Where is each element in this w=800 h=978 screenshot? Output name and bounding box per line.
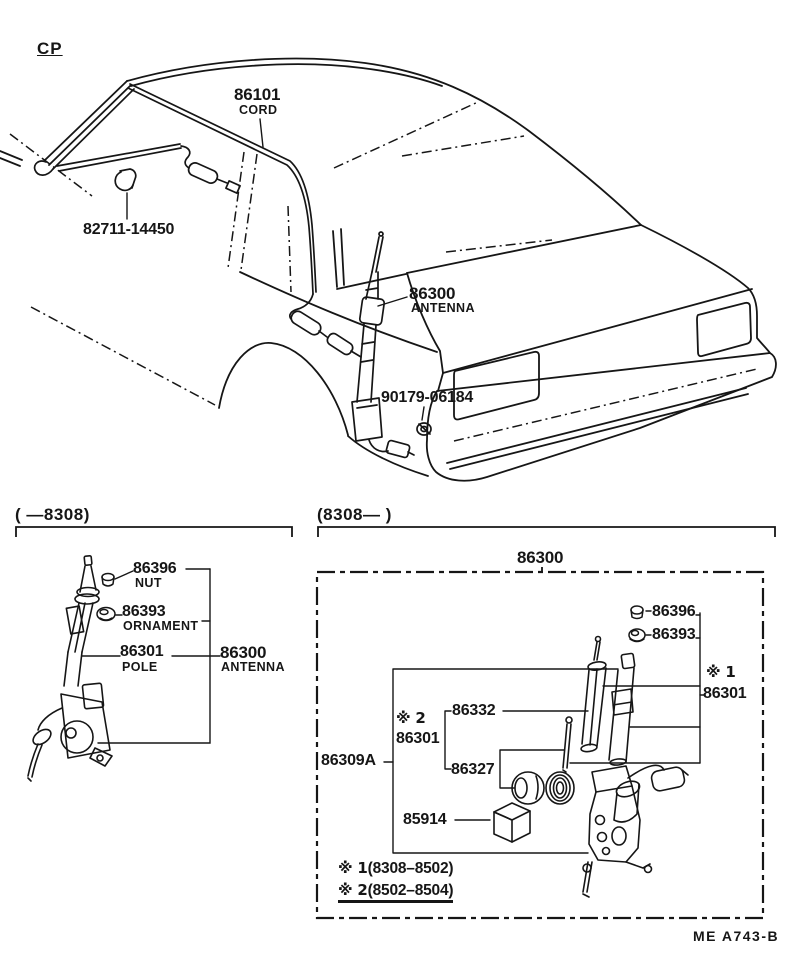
right-pole2-marker: ※ 2 bbox=[396, 709, 426, 727]
right-pole1-number: 86301 bbox=[703, 685, 747, 702]
ornament-icon-left bbox=[97, 608, 115, 621]
nut-icon-right bbox=[631, 606, 643, 619]
right-note-2 bbox=[338, 883, 453, 903]
left-ornament-number: 86393 bbox=[122, 603, 166, 620]
callout-clip-number: 82711-14450 bbox=[83, 221, 175, 238]
left-panel-bracket bbox=[16, 527, 292, 537]
right-pad-number: 85914 bbox=[403, 811, 447, 828]
note2-range: (8502–8504) bbox=[367, 882, 454, 899]
callout-antenna-number: 86300 bbox=[409, 284, 456, 303]
left-antenna-label: ANTENNA bbox=[221, 660, 285, 674]
note2-marker: ※ 2 bbox=[338, 881, 368, 899]
right-panel-range: (8308— ) bbox=[317, 505, 392, 524]
ornament-icon-right bbox=[629, 629, 645, 642]
right-nut-number: 86396 bbox=[652, 603, 696, 620]
left-antenna-number: 86300 bbox=[220, 643, 267, 662]
left-assembly-drawing bbox=[28, 556, 112, 781]
left-pole-number: 86301 bbox=[120, 643, 164, 660]
right-pole2-number: 86301 bbox=[396, 730, 440, 747]
right-assembly-drawing bbox=[494, 637, 688, 898]
right-part-icons bbox=[629, 606, 645, 642]
left-nut-label: NUT bbox=[135, 576, 162, 590]
mount-nut-icon bbox=[417, 423, 431, 435]
right-ornament-number: 86393 bbox=[652, 626, 696, 643]
right-note-1 bbox=[338, 861, 453, 877]
left-part-icons bbox=[97, 574, 115, 621]
leader-lines bbox=[127, 119, 424, 420]
diagram-reference-code: ME A743-B bbox=[693, 928, 780, 944]
right-pole1-marker: ※ 1 bbox=[706, 663, 736, 681]
callout-cord-number: 86101 bbox=[234, 85, 281, 104]
page-code: CP bbox=[37, 39, 63, 58]
callout-cord-label: CORD bbox=[239, 103, 278, 117]
left-nut-number: 86396 bbox=[133, 560, 177, 577]
left-pole-label: POLE bbox=[122, 660, 158, 674]
note1-range: (8308–8502) bbox=[367, 860, 454, 877]
right-subassembly-number: 86309A bbox=[321, 752, 376, 769]
right-assembly-number: 86300 bbox=[517, 548, 564, 567]
car-outline bbox=[0, 59, 776, 481]
callout-mount-nut-number: 90179-06184 bbox=[381, 389, 474, 406]
nut-icon-left bbox=[102, 574, 114, 587]
note1-marker: ※ 1 bbox=[338, 859, 368, 877]
callout-antenna-label: ANTENNA bbox=[411, 301, 475, 315]
left-panel-range: ( —8308) bbox=[15, 505, 90, 524]
right-cushion-number: 86327 bbox=[451, 761, 495, 778]
right-support-number: 86332 bbox=[452, 702, 496, 719]
left-ornament-label: ORNAMENT bbox=[123, 619, 199, 633]
clip-icon bbox=[115, 169, 136, 190]
